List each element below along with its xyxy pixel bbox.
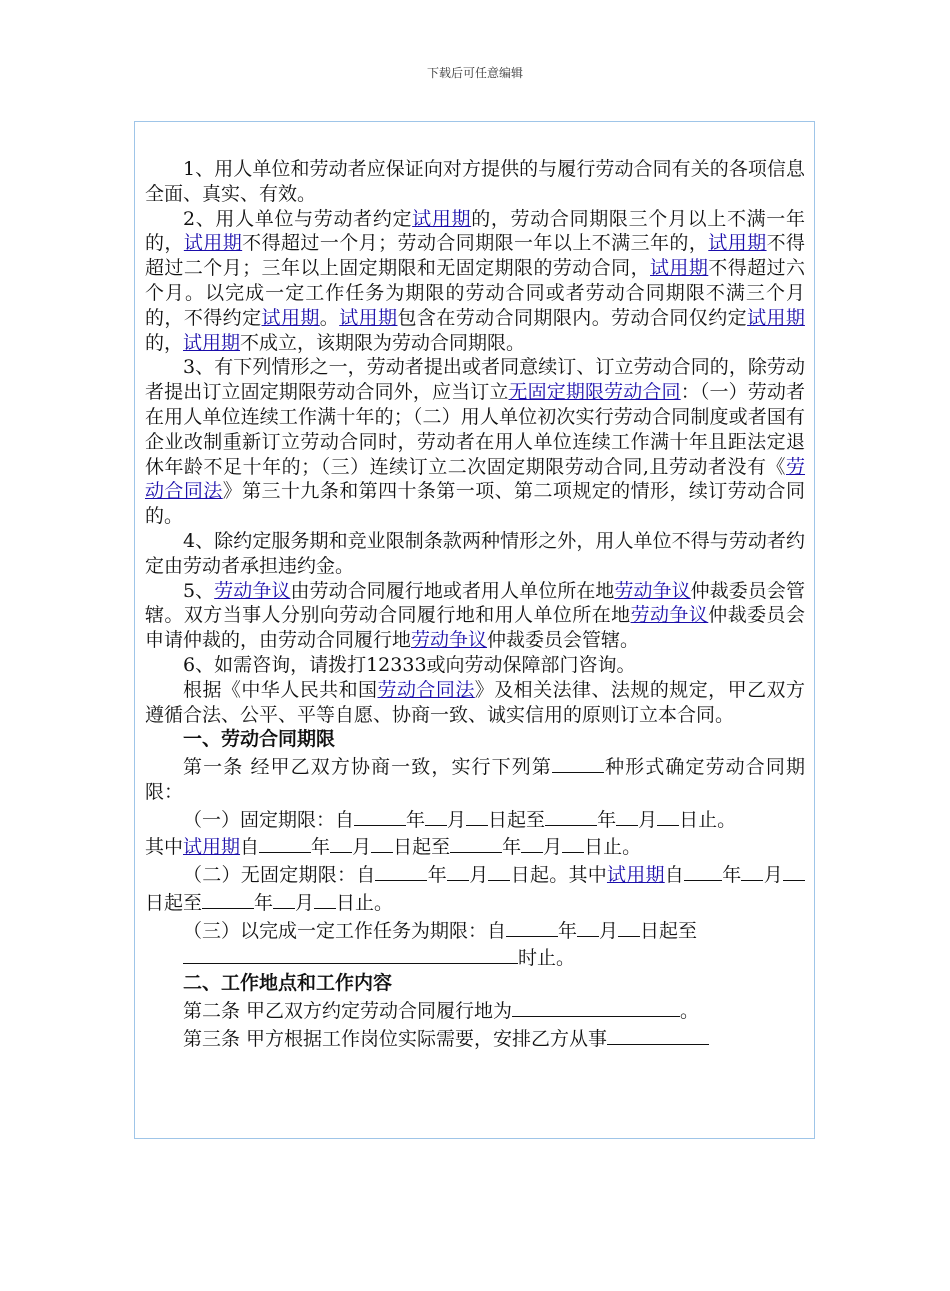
- blank-field[interactable]: [273, 888, 295, 909]
- blank-field[interactable]: [425, 805, 447, 826]
- article-2: 第二条 甲乙双方约定劳动合同履行地为 。: [145, 996, 805, 1024]
- link-probation[interactable]: 试用期: [183, 836, 241, 859]
- blank-field[interactable]: [552, 752, 604, 773]
- option-task-term: （三）以完成一定工作任务为期限：自 年 月 日起至: [145, 916, 805, 944]
- blank-field[interactable]: [330, 832, 352, 853]
- blank-field[interactable]: [545, 805, 597, 826]
- link-probation[interactable]: 试用期: [261, 306, 320, 329]
- option-fixed-term-probation: 其中试用期自 年 月 日起至 年 月 日止。: [145, 832, 805, 860]
- preamble: 根据《中华人民共和国劳动合同法》及相关法律、法规的规定，甲乙双方遵循合法、公平、平等自愿、协商一致、诚实信用的原则订立本合同。: [145, 678, 805, 726]
- blank-field[interactable]: [783, 860, 805, 881]
- clause-open-term: 3、有下列情形之一，劳动者提出或者同意续订、订立劳动合同的，除劳动者提出订立固定期限劳动合同外，应当订立无固定期限劳动合同：（一）劳动者在用人单位连续工作满十年的；（二）用人单位初次实行劳动合同制度或者国有企业改制重新订立劳动合同时，劳动者在用人单位连续工作满十年且距法定退休年龄不足十年的；（三）连续订立二次固定期限劳动合同,且劳动者没有《劳动合同法》第三十九条和第四十条第一项、第二项规定的情形，续订劳动合同的。: [145, 356, 805, 528]
- link-open-term-contract[interactable]: 无固定期限劳动合同: [508, 381, 681, 404]
- section-heading-workplace: 二、工作地点和工作内容: [183, 972, 393, 995]
- blank-field[interactable]: [562, 832, 584, 853]
- blank-field[interactable]: [375, 860, 427, 881]
- link-probation[interactable]: 试用期: [412, 207, 472, 230]
- section-heading-term: 一、劳动合同期限: [183, 728, 336, 751]
- contract-body: [145, 157, 805, 1051]
- blank-field[interactable]: [202, 888, 254, 909]
- link-probation[interactable]: 试用期: [650, 257, 709, 280]
- blank-field[interactable]: [488, 860, 510, 881]
- blank-field[interactable]: [616, 805, 638, 826]
- blank-field[interactable]: [354, 805, 406, 826]
- article-1: 第一条 经甲乙双方协商一致，实行下列第 种形式确定劳动合同期限：: [145, 752, 805, 805]
- clause-probation: 2、用人单位与劳动者约定试用期的，劳动合同期限三个月以上不满一年的，试用期不得超过一个月；劳动合同期限一年以上不满三年的，试用期不得超过二个月；三年以上固定期限和无固定期限的劳动合同，试用期不得超过六个月。以完成一定工作任务为期限的劳动合同或者劳动合同期限不满三个月的，不得约定试用期。试用期包含在劳动合同期限内。劳动合同仅约定试用期的，试用期不成立，该期限为劳动合同期限。: [145, 207, 805, 354]
- link-labor-contract-law[interactable]: 劳动合同法: [377, 678, 475, 701]
- blank-field[interactable]: [466, 805, 488, 826]
- article-3: 第三条 甲方根据工作岗位实际需要，安排乙方从事: [145, 1024, 805, 1052]
- blank-field[interactable]: [259, 832, 311, 853]
- blank-field[interactable]: [741, 860, 763, 881]
- blank-field[interactable]: [684, 860, 722, 881]
- blank-field[interactable]: [577, 916, 599, 937]
- link-probation[interactable]: 试用期: [747, 306, 805, 329]
- page-header: 下载后可任意编辑: [426, 66, 523, 80]
- link-labor-dispute[interactable]: 劳动争议: [214, 579, 291, 602]
- blank-field[interactable]: [607, 1024, 709, 1045]
- blank-field[interactable]: [314, 888, 336, 909]
- clause-penalty: 4、除约定服务期和竞业限制条款两种情形之外，用人单位不得与劳动者约定由劳动者承担违约金。: [145, 529, 805, 577]
- link-probation[interactable]: 试用期: [183, 331, 241, 354]
- link-probation[interactable]: 试用期: [339, 306, 398, 329]
- link-labor-dispute[interactable]: 劳动争议: [411, 629, 488, 652]
- blank-field[interactable]: [183, 943, 518, 964]
- clause-consult: 6、如需咨询，请拨打12333或向劳动保障部门咨询。: [183, 653, 636, 676]
- blank-field[interactable]: [512, 996, 680, 1017]
- link-labor-dispute[interactable]: 劳动争议: [614, 579, 691, 602]
- link-probation[interactable]: 试用期: [606, 864, 665, 887]
- blank-field[interactable]: [371, 832, 393, 853]
- clause-dispute: 5、劳动争议由劳动合同履行地或者用人单位所在地劳动争议仲裁委员会管辖。双方当事人分别向劳动合同履行地和用人单位所在地劳动争议仲裁委员会申请仲裁的，由劳动合同履行地劳动争议仲裁委员会管辖。: [145, 579, 805, 652]
- blank-field[interactable]: [657, 805, 679, 826]
- blank-field[interactable]: [450, 832, 502, 853]
- clause-info-accuracy: 1、用人单位和劳动者应保证向对方提供的与履行劳动合同有关的各项信息全面、真实、有效。: [145, 158, 805, 205]
- link-probation[interactable]: 试用期: [183, 232, 243, 255]
- blank-field[interactable]: [447, 860, 469, 881]
- option-fixed-term: （一）固定期限：自 年 月 日起至 年 月 日止。: [145, 805, 805, 833]
- link-probation[interactable]: 试用期: [708, 232, 767, 255]
- link-labor-contract-law[interactable]: 动合同法: [145, 480, 223, 503]
- link-labor-dispute[interactable]: 劳动争议: [630, 604, 709, 627]
- option-open-term: （二）无固定期限：自 年 月 日起。其中试用期自 年 月日起至 年 月 日止。: [145, 860, 805, 915]
- option-task-term-end: 时止。: [145, 943, 805, 971]
- link-labor-contract-law[interactable]: 劳: [785, 455, 805, 478]
- blank-field[interactable]: [618, 916, 640, 937]
- blank-field[interactable]: [506, 916, 558, 937]
- blank-field[interactable]: [521, 832, 543, 853]
